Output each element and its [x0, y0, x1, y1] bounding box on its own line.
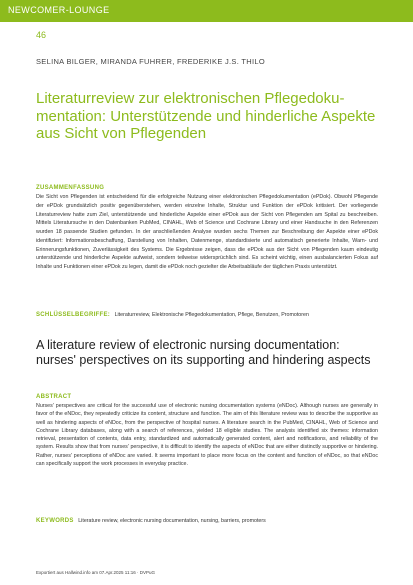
abstract-german-label: ZUSAMMENFASSUNG [36, 185, 105, 191]
keywords-english-text: Literature review, electronic nursing documentation, nursing, barriers, promoters [78, 518, 266, 524]
keywords-english [36, 518, 378, 524]
article-title-german: Literaturreview zur elektronischen Pflegedokumentation: Unterstützende und hinderliche Aspekte aus Sicht von Pflegenden [36, 90, 376, 142]
page-footer: Exportiert aus Hallwind.info am 07.Apr.2025 11:16 · DVPuG [36, 570, 155, 575]
keywords-german-label: SCHLÜSSELBEGRIFFE: [36, 312, 111, 318]
keywords-german-text: Literaturreview, Elektronische Pflegedokumentation, Pflege, Benutzen, Promotoren [114, 312, 309, 318]
authors: SELINA BILGER, MIRANDA FUHRER, FREDERIKE J.S. THILO [36, 57, 265, 66]
abstract-english-text: Nurses' perspectives are critical for the successful use of electronic nursing documentation systems (eNDoc). Although nurses are generally in favor of the eNDoc, they repeatedly criticize its content, structure and function. The aim of this literature review was to describe the supportive as well as hindering aspects of eNDoc, from the perspective of hospital nurses. A literature search in the PubMed, CINAHL, Web of Science and Cochrane Library databases, along with a search of references, yielded 18 eligible studies. The analysis identified six themes: information retrieval, presentation of contents, data entry, standardized and automatically generated content, alert and notifications, and reliability of the system. Results show that from nurses' perspective, it is difficult to identify the aspects of eNDoc that are either distinctly supportive or hindering. Rather, nurses' perceptions of eNDoc are varied. It seems important to place more focus on the content and function of eNDoc, so that eNDoc can specifically support the work processes in everyday practice. [36, 403, 378, 468]
abstract-german-text: Die Sicht von Pflegenden ist entscheidend für die erfolgreiche Nutzung einer elektronischen Pflegedokumentation (ePDok). Obwohl Pflegende der ePDok grundsätzlich positiv gegenüberstehen, werden einzelne Inhalte, Struktur und Funktion der ePDok kritisiert. Der vorliegende Literaturreview hatte zum Ziel, unterstützende und hinderliche Aspekte einer ePDok aus der Sicht von Pflegenden am Spital zu beschreiben. Mittels Literatursuche in den Datenbanken PubMed, CINAHL, Web of Science und Cochrane Library und einer Handsuche in den Referenzen wurden 18 passende Studien gefunden. In der anschließenden Analyse wurden sechs Themen zur Beschreibung der Aspekte einer ePDok identifiziert: Informationsbeschaffung, Darstellung von Inhalten, Datenmenge, standardisierte und automatisch generierte Inhalte, Warn- und Erinnerungsfunktionen, Zuverlässigkeit des Systems. Die Ergebnisse zeigen, dass die ePDok aus der Sicht von Pflegenden kaum eindeutig unterstützende und hinderliche Aspekte aufweist, sondern teilweise widersprüchlich sind. Es scheint wichtig, einen ausbalancierten Fokus auf Inhalte und Funktionen einer ePDok zu legen, damit die ePDok noch gezielter die Arbeitsabläufe der täglichen Praxis unterstützt. [36, 194, 378, 270]
page-number: 46 [36, 30, 47, 40]
article-title-english: A literature review of electronic nursing documentation: nurses' perspectives on its supporting and hindering aspects [36, 338, 371, 367]
journal-section-label: NEWCOMER-LOUNGE [8, 5, 110, 15]
journal-header-bar [0, 0, 413, 22]
abstract-english-label: ABSTRACT [36, 394, 72, 400]
keywords-german [36, 312, 378, 318]
keywords-english-label: KEYWORDS [36, 518, 74, 524]
